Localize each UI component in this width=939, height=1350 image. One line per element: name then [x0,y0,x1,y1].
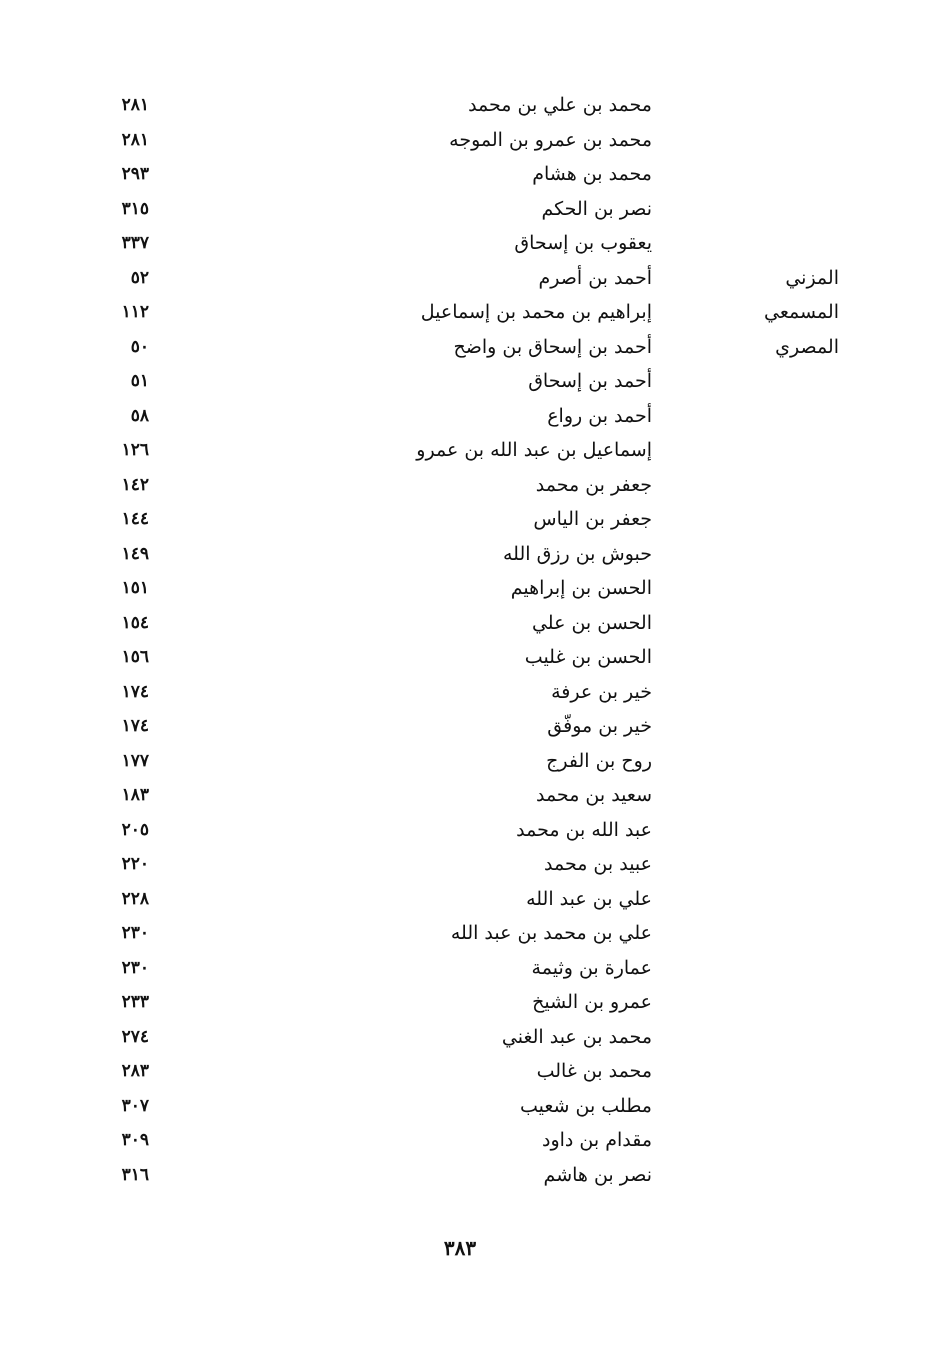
person-name: أحمد بن أصرم [538,267,652,289]
person-name: الحسن بن علي [531,612,652,634]
page-reference: ١٧٤ [121,682,149,702]
person-name: خير بن موفّق [547,715,652,737]
person-name: جعفر بن محمد [535,474,652,496]
nisba-label: المزني [785,267,839,289]
person-name: عمارة بن وثيمة [531,957,652,979]
index-entry [0,502,939,536]
person-name: محمد بن علي بن محمد [468,94,652,116]
index-entry [0,364,939,398]
index-entry [0,640,939,674]
index-entry [0,1123,939,1157]
page-reference: ٢٨١ [121,95,149,115]
page-reference: ١٥٤ [121,613,149,633]
page-reference: ١٢٦ [121,440,149,460]
person-name: إبراهيم بن محمد بن إسماعيل [420,301,652,323]
page-reference: ٥١ [130,371,149,391]
index-entry [0,675,939,709]
person-name: خير بن عرفة [551,681,652,703]
page-reference: ٣٠٧ [121,1096,149,1116]
page-reference: ٢٣٠ [121,958,149,978]
index-entry [0,709,939,743]
person-name: محمد بن عمرو بن الموجه [449,129,652,151]
person-name: مقدام بن داود [541,1129,652,1151]
index-entry [0,295,939,329]
person-name: جعفر بن الياس [533,508,652,530]
index-entry [0,1054,939,1088]
index-entry [0,778,939,812]
person-name: حبوش بن رزق الله [503,543,652,565]
index-entry [0,813,939,847]
page-reference: ٢٢٨ [121,889,149,909]
nisba-label: المصري [775,336,839,358]
index-entry [0,330,939,364]
person-name: أحمد بن إسحاق بن واضح [453,336,652,358]
page-reference: ٢٢٠ [121,854,149,874]
page-reference: ٢٧٤ [121,1027,149,1047]
index-entry [0,1158,939,1192]
page-number: ٣٨٣ [443,1236,477,1260]
page-reference: ٥٨ [130,406,149,426]
person-name: محمد بن عبد الغني [501,1026,652,1048]
person-name: عبد الله بن محمد [516,819,652,841]
nisba-label: المسمعي [764,301,839,323]
page-reference: ٣٠٩ [121,1130,149,1150]
index-entry [0,985,939,1019]
person-name: أحمد بن إسحاق [528,370,652,392]
person-name: يعقوب بن إسحاق [514,232,652,254]
person-name: عبيد بن محمد [543,853,652,875]
index-entry [0,399,939,433]
index-entry [0,1020,939,1054]
person-name: إسماعيل بن عبد الله بن عمرو [416,439,652,461]
index-entry [0,847,939,881]
person-name: علي بن عبد الله [526,888,652,910]
page-reference: ١٤٢ [121,475,149,495]
page-reference: ١٧٤ [121,716,149,736]
page-reference: ٣٣٧ [121,233,149,253]
person-name: علي بن محمد بن عبد الله [450,922,652,944]
page-reference: ١٨٣ [121,785,149,805]
index-entry [0,571,939,605]
person-name: روح بن الفرج [546,750,652,772]
person-name: محمد بن غالب [536,1060,652,1082]
page-reference: ١٧٧ [121,751,149,771]
index-entry [0,951,939,985]
person-name: الحسن بن إبراهيم [510,577,652,599]
index-entry [0,468,939,502]
page-reference: ٢٠٥ [121,820,149,840]
page-reference: ١٤٤ [121,509,149,529]
index-entry [0,916,939,950]
person-name: الحسن بن غليب [524,646,652,668]
index-entry [0,744,939,778]
person-name: محمد بن هشام [532,163,652,185]
person-name: سعيد بن محمد [535,784,652,806]
person-name: عمرو بن الشيخ [532,991,652,1013]
person-name: نصر بن هاشم [543,1164,652,1186]
person-name: نصر بن الحكم [541,198,652,220]
index-entry [0,261,939,295]
person-name: مطلب بن شعيب [519,1095,652,1117]
index-entry [0,1089,939,1123]
page-reference: ١٤٩ [121,544,149,564]
index-entry [0,157,939,191]
page-reference: ٢٩٣ [121,164,149,184]
index-entry [0,433,939,467]
index-entry [0,123,939,157]
index-entry [0,606,939,640]
page-reference: ٢٣٠ [121,923,149,943]
page-reference: ٥٢ [130,268,149,288]
page-reference: ٣١٦ [121,1165,149,1185]
page-reference: ١٥١ [121,578,149,598]
page-reference: ١١٢ [121,302,149,322]
page-reference: ١٥٦ [121,647,149,667]
page-reference: ٢٨١ [121,130,149,150]
index-entry [0,88,939,122]
index-entry [0,882,939,916]
page-reference: ٢٨٣ [121,1061,149,1081]
page-reference: ٥٠ [130,337,149,357]
person-name: أحمد بن رواع [547,405,652,427]
page-reference: ٢٣٣ [121,992,149,1012]
index-entry [0,192,939,226]
page-reference: ٣١٥ [121,199,149,219]
index-entry [0,226,939,260]
index-entry [0,537,939,571]
